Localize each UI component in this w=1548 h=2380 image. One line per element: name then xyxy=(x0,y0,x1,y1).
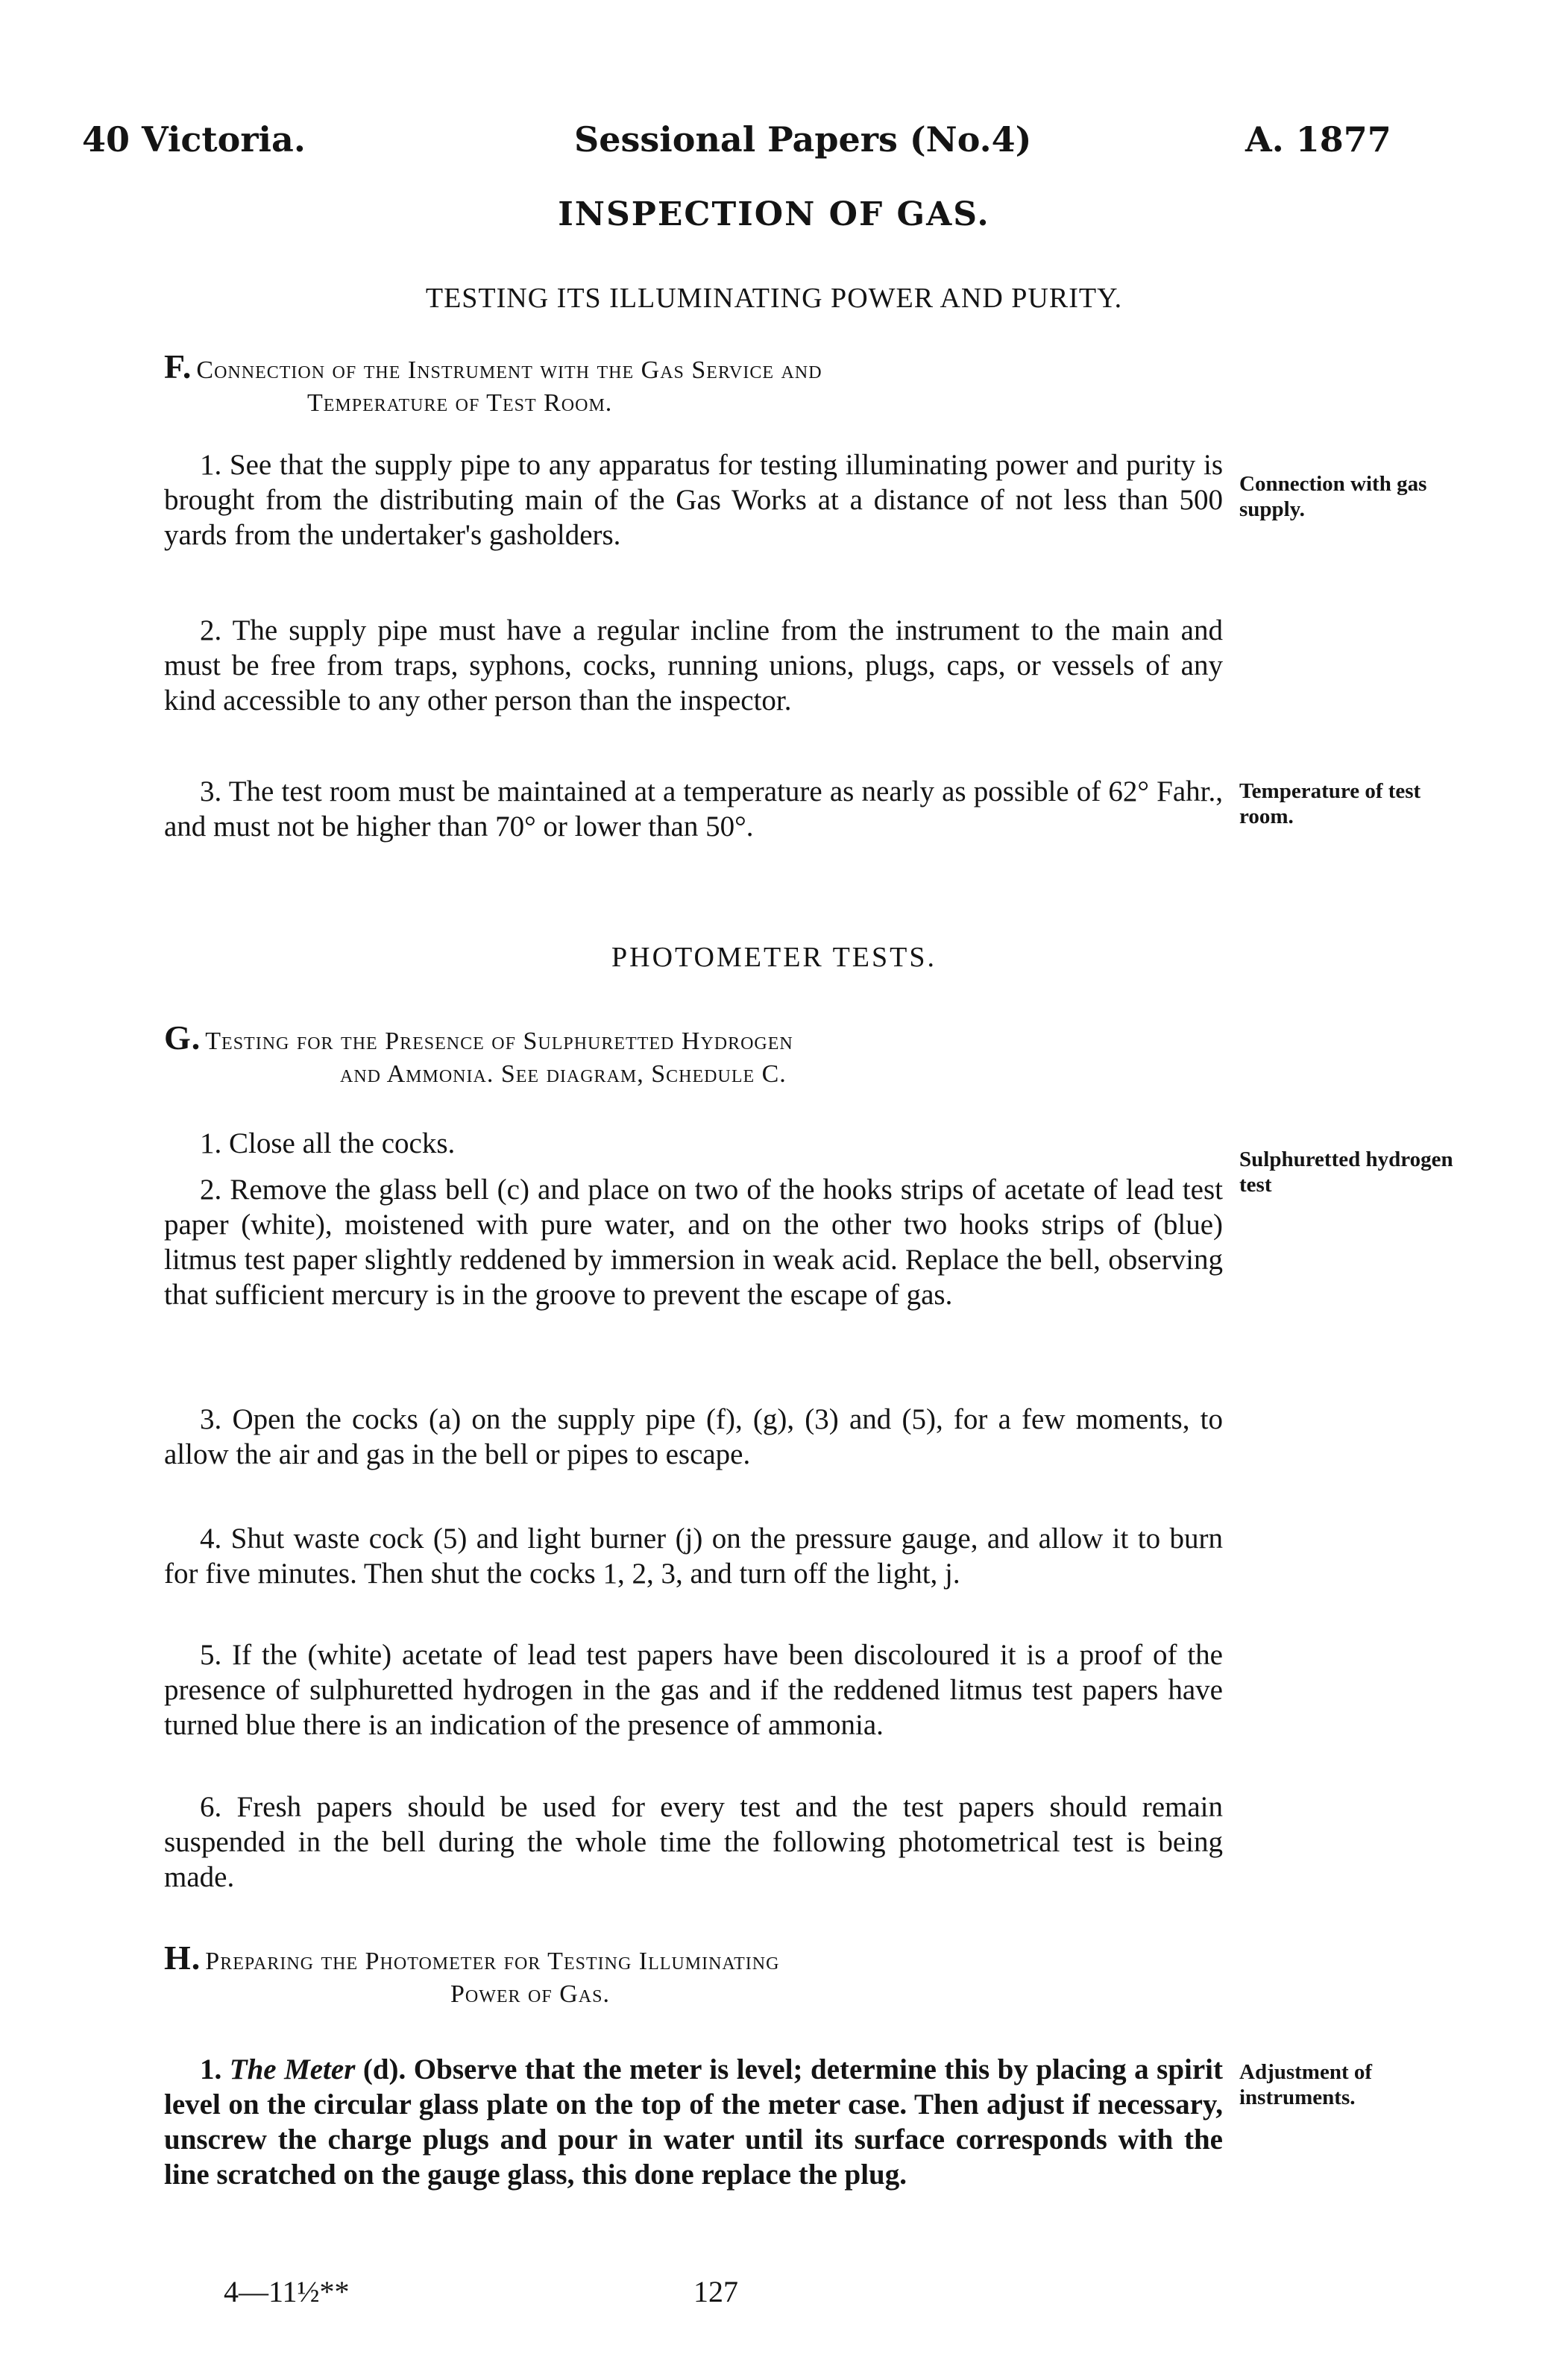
section-g-paragraph-6: 6. Fresh papers should be used for every test and the test papers should remain suspended in the bell during the whole time the following photometrical test is being made. xyxy=(164,1791,1223,1893)
header-paper-number: Sessional Papers (No.4) xyxy=(574,119,1032,160)
section-g-paragraph-3: 3. Open the cocks (a) on the supply pipe (f), (g), (3) and (5), for a few moments, to allow the air and gas in the bell or pipes to escape. xyxy=(164,1403,1223,1470)
margin-note-temperature: Temperature of test room. xyxy=(1239,779,1421,828)
running-header xyxy=(82,119,1469,179)
section-h-para-prefix: 1. xyxy=(200,2053,230,2085)
section-h-heading-line1: Preparing the Photometer for Testing Illuminating xyxy=(205,1948,780,1975)
section-f-heading-line1: Connection of the Instrument with the Gas Service and xyxy=(196,356,822,384)
header-year: A. 1877 xyxy=(1245,119,1391,160)
section-g-paragraph-4: 4. Shut waste cock (5) and light burner (j) on the pressure gauge, and allow it to burn for five minutes. Then shut the cocks 1, 2, 3, and turn off the light, j. xyxy=(164,1523,1223,1590)
section-h-letter: H. xyxy=(164,1939,201,1977)
header-session: 40 Victoria. xyxy=(82,119,306,160)
page-subtitle: TESTING ITS ILLUMINATING POWER AND PURITY. xyxy=(425,283,1123,314)
page-footer xyxy=(0,2274,1548,2319)
section-h-heading-line2: Power of Gas. xyxy=(450,1980,610,2008)
section-h-para-rest: (d). Observe that the meter is level; determine this by placing a spirit level on the circular glass plate on the top of the meter case. Then adjust if necessary, unscrew the charge plugs and pour in water until its surface corresponds with the line scratched on the gauge glass, this done replace the plug. xyxy=(164,2053,1224,2191)
section-g-heading xyxy=(164,1021,1245,1091)
section-g-heading-line1: Testing for the Presence of Sulphuretted Hydrogen xyxy=(205,1027,793,1055)
section-f-heading-line2: Temperature of Test Room. xyxy=(307,389,613,417)
section-h-paragraph-1 xyxy=(164,2052,1223,2192)
margin-note-adjustment: Adjustment of instruments. xyxy=(1239,2060,1373,2109)
section-f-paragraph-3: 3. The test room must be maintained at a temperature as nearly as possible of 62° Fahr., and must not be higher than 70° or lower than 50°. xyxy=(164,775,1223,843)
section-f-heading xyxy=(164,347,1245,420)
footer-page-number: 127 xyxy=(693,2275,738,2308)
page-title: INSPECTION OF GAS. xyxy=(558,195,990,233)
section-g-paragraph-2: 2. Remove the glass bell (c) and place on two of the hooks strips of acetate of lead test paper (white), moistened with pure water, and on the other two hooks strips of (blue) litmus test paper slightly reddened by immersion in weak acid. Replace the bell, observing that sufficient mercury is in the groove to prevent the escape of gas. xyxy=(164,1174,1223,1311)
section-f-letter: F. xyxy=(164,347,192,385)
section-g-letter: G. xyxy=(164,1019,201,1057)
photometer-tests-heading: PHOTOMETER TESTS. xyxy=(611,942,937,973)
section-g-paragraph-5: 5. If the (white) acetate of lead test papers have been discoloured it is a proof of the presence of sulphuretted hydrogen in the gas and if the reddened litmus test papers have turned blue there is an indication of the presence of ammonia. xyxy=(164,1639,1223,1741)
section-g-heading-line2: and Ammonia. See diagram, Schedule C. xyxy=(340,1060,787,1088)
section-g-paragraph-1: 1. Close all the cocks. xyxy=(200,1127,456,1159)
section-h-para-italic: The Meter xyxy=(229,2053,356,2085)
margin-note-sulphuretted: Sulphuretted hydrogen test xyxy=(1239,1148,1453,1197)
section-h-heading xyxy=(164,1939,1245,2011)
footer-signature: 4—11½** xyxy=(224,2275,350,2308)
section-f-paragraph-1: 1. See that the supply pipe to any apparatus for testing illuminating power and purity is brought from the distributing main of the Gas Works at a distance of not less than 500 yards from the undertaker's gasholders. xyxy=(164,449,1223,551)
section-f-paragraph-2: 2. The supply pipe must have a regular incline from the instrument to the main and must be free from traps, syphons, cocks, running unions, plugs, caps, or vessels of any kind accessible to any other person than the inspector. xyxy=(164,614,1223,717)
margin-note-connection: Connection with gas supply. xyxy=(1239,472,1427,521)
